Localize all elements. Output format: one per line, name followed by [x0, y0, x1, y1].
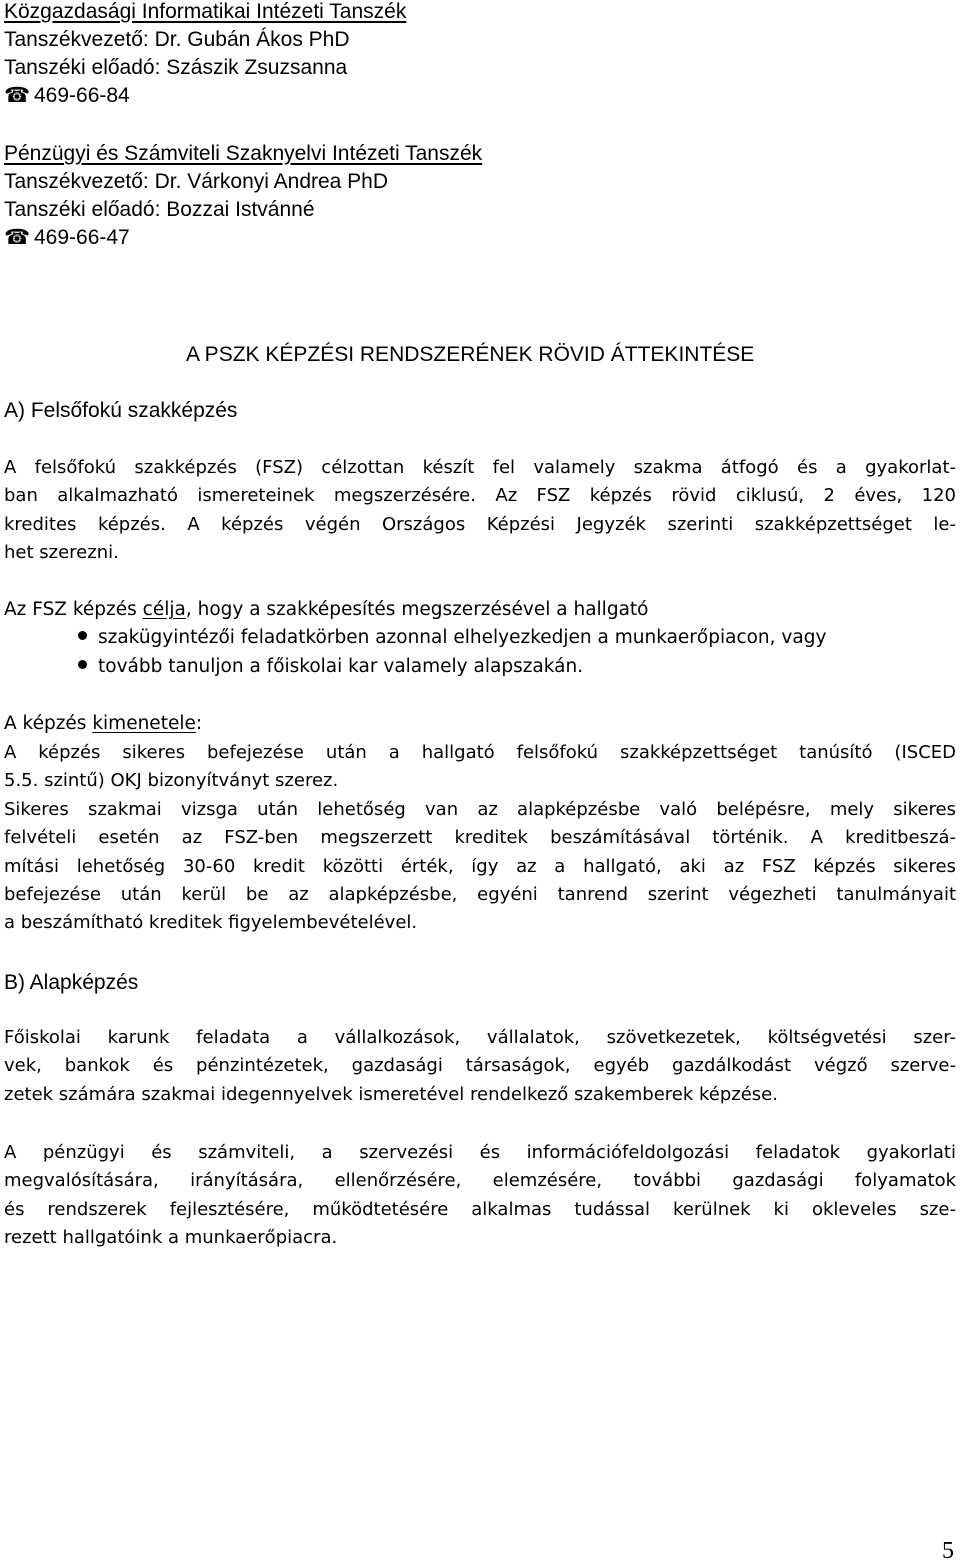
paragraph-line: kredites képzés. A képzés végén Országos Képzési Jegyzék szerinti szakképzettséget le- — [4, 513, 956, 535]
department-officer: Tanszéki előadó: Bozzai Istvánné — [4, 198, 315, 221]
department-phone — [4, 226, 130, 250]
goal-keyword: célja — [142, 599, 186, 620]
outcome-suffix: : — [195, 713, 203, 734]
paragraph-line: A pénzügyi és számviteli, a szervezési és információfeldolgozási feladatok gyakorlati — [4, 1142, 956, 1163]
list-item-text: tovább tanuljon a főiskolai kar valamely alapszakán. — [98, 656, 584, 677]
paragraph-line: Sikeres szakmai vizsga után lehetőség van az alapképzésbe való belépésre, mely sikeres — [4, 798, 956, 820]
paragraph-line: a beszámítható kreditek figyelembevételével. — [4, 912, 418, 934]
section-a-intro — [4, 454, 956, 568]
list-item — [78, 624, 826, 652]
section-b-paragraph-2 — [4, 1139, 956, 1253]
paragraph-line: A képzés sikeres befejezése után a hallgató felsőfokú szakképzettséget tanúsító (ISCED — [4, 742, 956, 763]
outcome-prefix: A képzés — [4, 713, 93, 734]
outcome-keyword: kimenetele — [92, 713, 196, 734]
paragraph-line: és rendszerek fejlesztésére, működtetésére alkalmas tudással kerülnek ki okleveles sze- — [4, 1198, 956, 1220]
bullet-icon — [78, 631, 87, 640]
section-b-paragraph-1 — [4, 1024, 956, 1109]
phone-icon: ☎ — [4, 226, 31, 249]
paragraph-line: mítási lehetőség 30-60 kredit közötti érték, így az a hallgató, aki az FSZ képzés sikeres — [4, 855, 956, 877]
paragraph-line: Főiskolai karunk feladata a vállalkozások, vállalatok, szövetkezetek, költségvetési szer- — [4, 1027, 956, 1048]
paragraph-line: befejezése után kerül be az alapképzésbe, egyéni tanrend szerint végezheti tanulmányait — [4, 883, 956, 905]
goal-suffix: , hogy a szakképesítés megszerzésével a hallgató — [185, 599, 649, 620]
outcome-heading — [4, 712, 202, 736]
paragraph-line: zetek számára szakmai idegennyelvek ismeretével rendelkező szakemberek képzése. — [4, 1083, 778, 1105]
paragraph-line: rezett hallgatóink a munkaerőpiacra. — [4, 1227, 338, 1249]
department-head: Tanszékvezető: Dr. Gubán Ákos PhD — [4, 28, 350, 51]
department-phone — [4, 84, 130, 108]
phone-number: 469-66-84 — [34, 84, 130, 107]
section-a-title: A) Felsőfokú szakképzés — [4, 399, 238, 422]
phone-icon: ☎ — [4, 84, 31, 107]
paragraph-line: A felsőfokú szakképzés (FSZ) célzottan készít fel valamely szakma átfogó és a gyakorlat- — [4, 457, 956, 478]
list-item-text: szakügyintézői feladatkörben azonnal elhelyezkedjen a munkaerőpiacon, vagy — [98, 627, 827, 648]
goal-intro — [4, 598, 648, 622]
department-name: Közgazdasági Informatikai Intézeti Tanszék — [4, 0, 407, 23]
paragraph-line: 5.5. szintű) OKJ bizonyítványt szerez. — [4, 770, 339, 792]
paragraph-line: het szerezni. — [4, 542, 119, 564]
bullet-icon — [78, 660, 87, 669]
paragraph-line: ban alkalmazható ismereteinek megszerzésére. Az FSZ képzés rövid ciklusú, 2 éves, 120 — [4, 485, 956, 507]
paragraph-line: megvalósítására, irányítására, ellenőrzésére, elemzésére, további gazdasági folyamatok — [4, 1170, 956, 1192]
phone-number: 469-66-47 — [34, 226, 130, 249]
section-b-title: B) Alapképzés — [4, 971, 139, 994]
overview-title: A PSZK KÉPZÉSI RENDSZERÉNEK RÖVID ÁTTEKINTÉSE — [186, 343, 755, 366]
page-number: 5 — [942, 1538, 954, 1564]
paragraph-line: felvételi esetén az FSZ-ben megszerzett kreditek beszámításával történik. A kreditbeszá- — [4, 827, 956, 849]
goal-prefix: Az FSZ képzés — [4, 599, 143, 620]
list-item — [78, 653, 583, 681]
department-officer: Tanszéki előadó: Szászik Zsuzsanna — [4, 56, 348, 79]
department-head: Tanszékvezető: Dr. Várkonyi Andrea PhD — [4, 170, 389, 193]
outcome-paragraph — [4, 739, 956, 938]
department-name: Pénzügyi és Számviteli Szaknyelvi Intézeti Tanszék — [4, 142, 483, 165]
paragraph-line: vek, bankok és pénzintézetek, gazdasági társaságok, egyéb gazdálkodást végző szerve- — [4, 1055, 956, 1077]
